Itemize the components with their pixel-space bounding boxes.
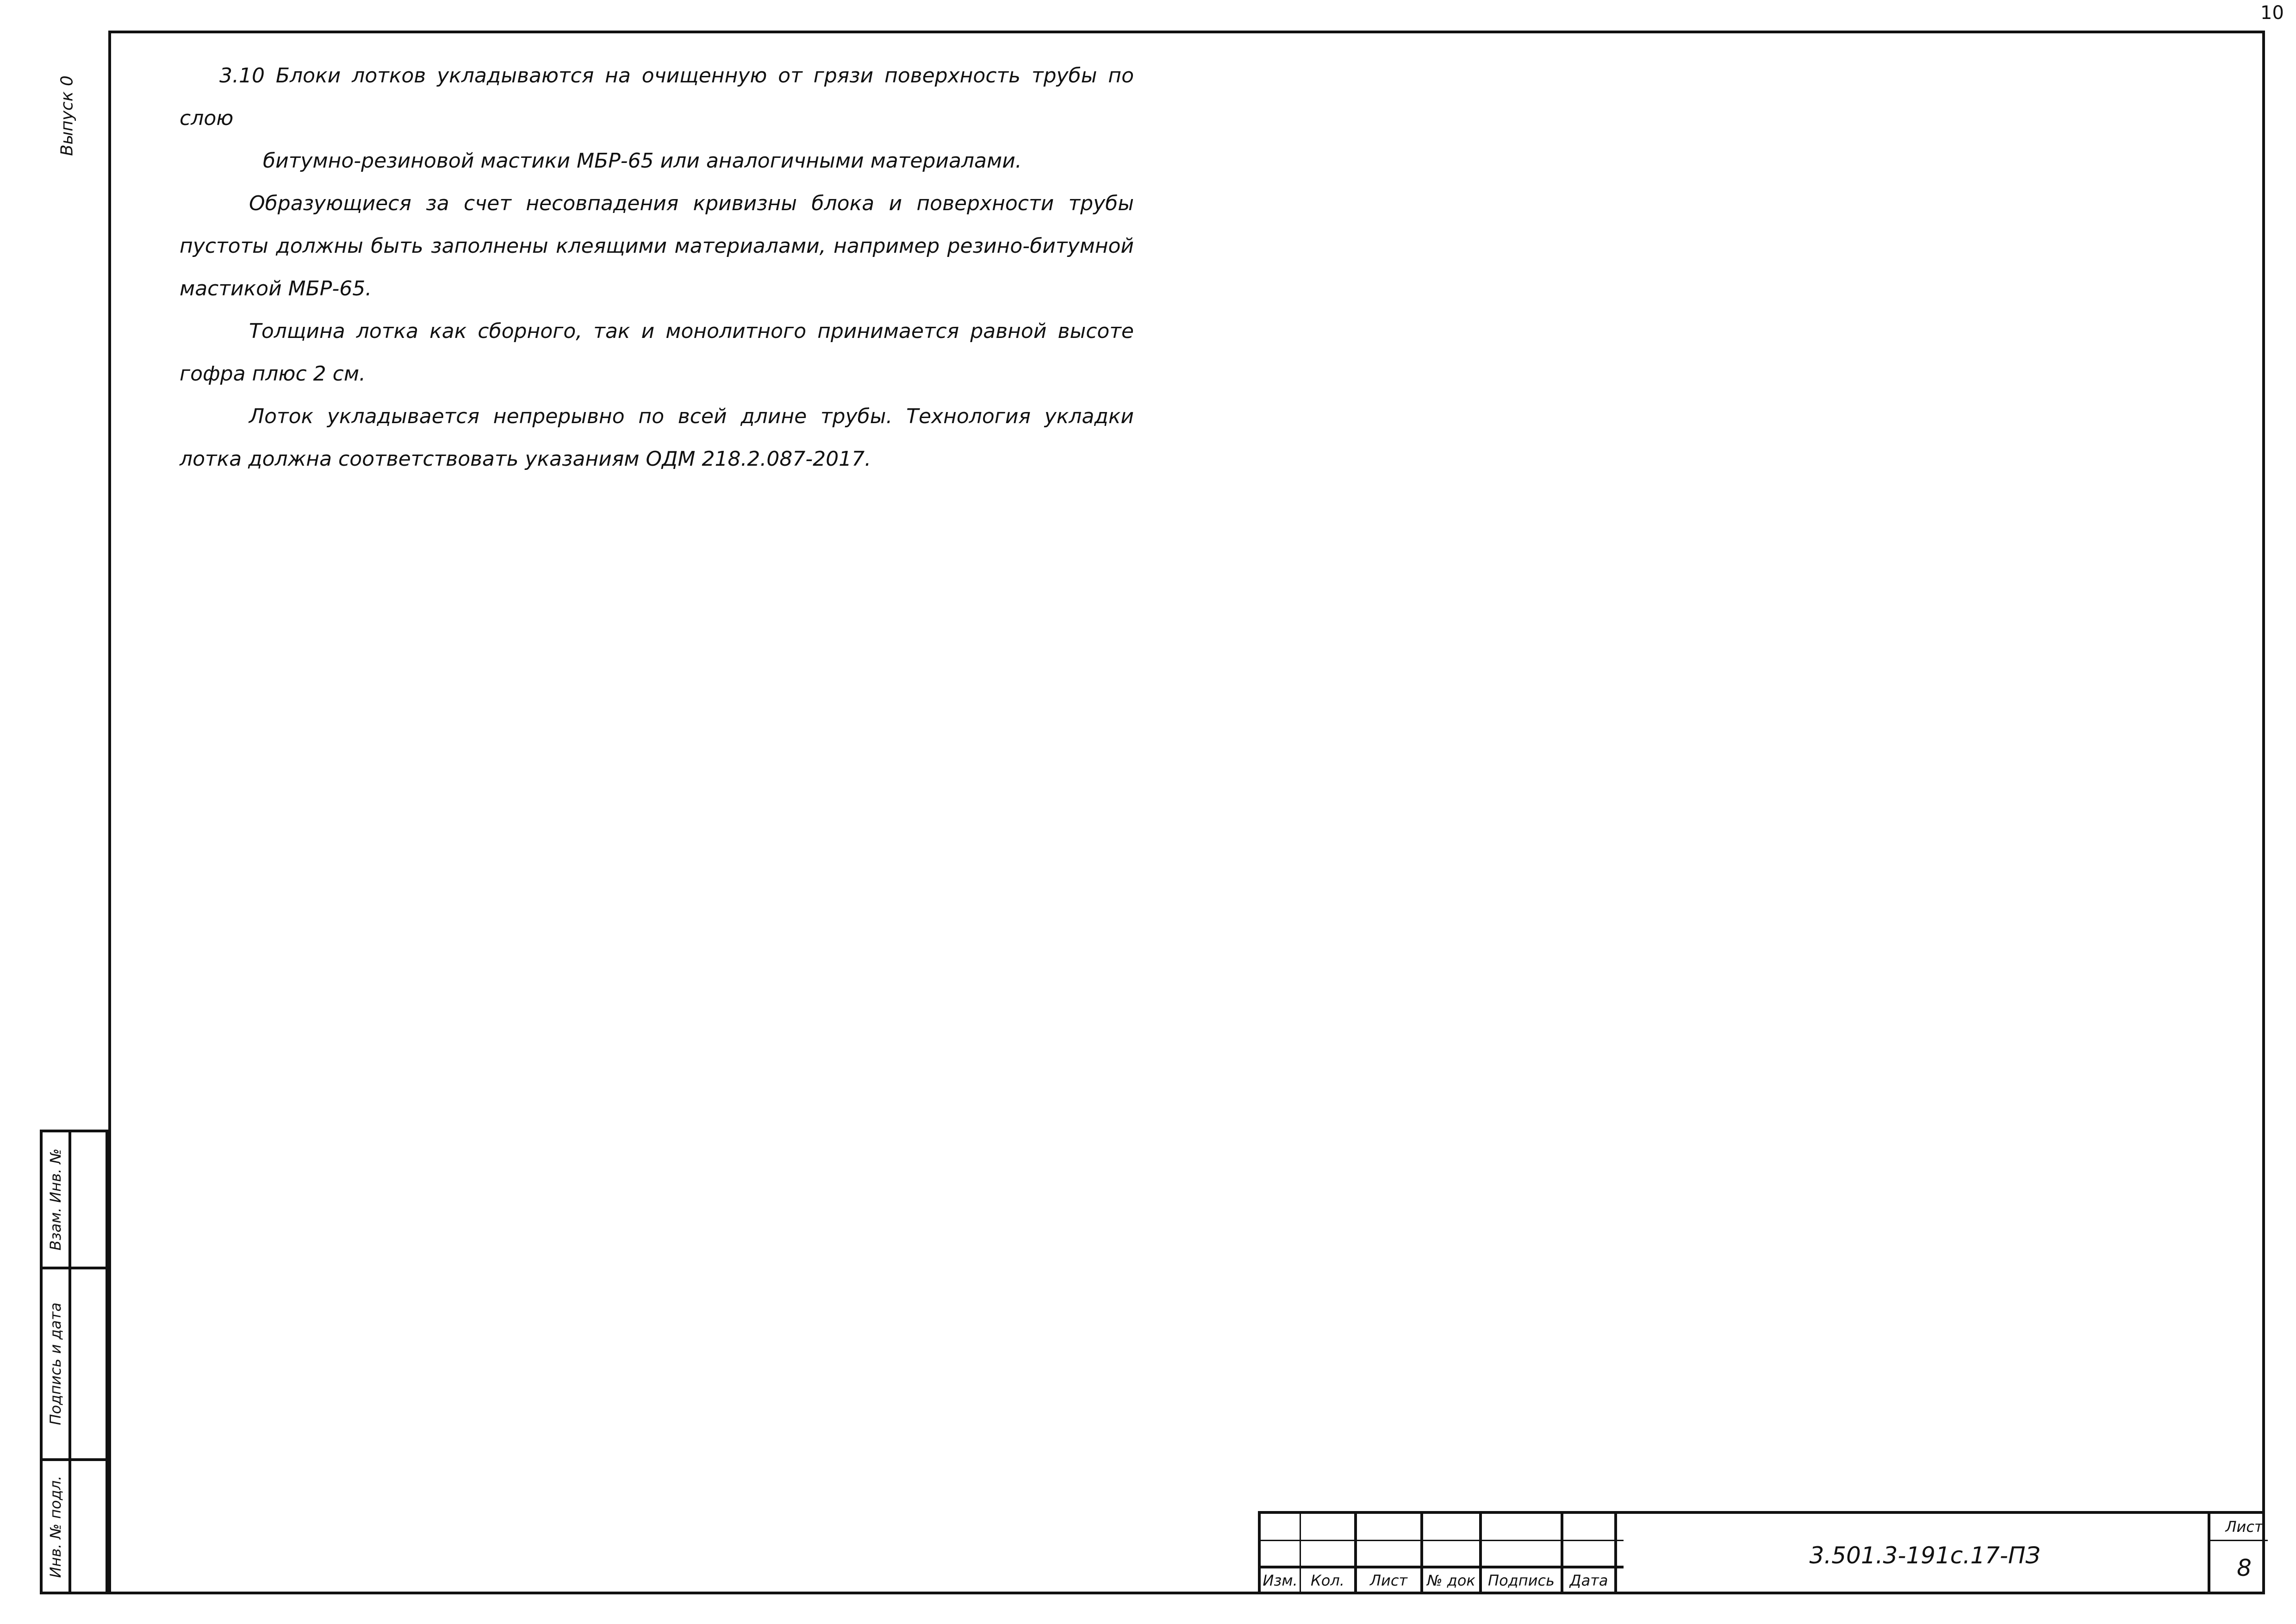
inv-podl-label: Инв. № подл.	[47, 1475, 64, 1578]
paragraph-thickness: Толщина лотка как сборного, так и монолитного принимается равной высоте гофра плюс 2 см.	[180, 319, 1134, 386]
page-corner-number: 10	[2260, 2, 2284, 24]
paragraph-continuous: Лоток укладывается непрерывно по всей длине трубы. Технология укладки лотка должна соответствовать указаниям ОДМ 218.2.087-2017.	[180, 405, 1134, 471]
paragraph-3-10-line1: 3.10 Блоки лотков укладываются на очищенную от грязи поверхность трубы по слою	[180, 64, 1134, 130]
document-body	[180, 55, 1134, 481]
col-kol-label: Кол.	[1311, 1572, 1344, 1589]
paragraph-3-10-line2: битумно-резиновой мастики МБР-65 или аналогичными материалами.	[263, 149, 1022, 173]
col-data-label: Дата	[1569, 1572, 1608, 1589]
side-issue-label-text: Выпуск 0	[57, 75, 77, 156]
left-stamp-row-line	[43, 1267, 106, 1269]
podpis-data-label: Подпись и дата	[47, 1302, 64, 1425]
left-stamp-divider	[68, 1132, 71, 1592]
col-ndok-label: № док	[1427, 1572, 1475, 1589]
col-list-label: Лист	[1369, 1572, 1408, 1589]
vzam-inv-label: Взам. Инв. №	[47, 1148, 64, 1251]
document-designation: 3.501.3-191с.17-ПЗ	[1809, 1542, 2041, 1569]
sheet-label: Лист	[2225, 1518, 2263, 1536]
title-block	[1258, 1511, 2265, 1594]
side-issue-label	[57, 75, 86, 156]
col-podpis-label: Подпись	[1488, 1572, 1555, 1589]
paragraph-voids: Образующиеся за счет несовпадения кривизны блока и поверхности трубы пустоты должны быть заполнены клеящими материалами, например резино-битумной мастикой МБР-65.	[180, 192, 1134, 300]
left-approval-stamp	[40, 1130, 108, 1594]
col-izm-label: Изм.	[1263, 1572, 1298, 1589]
left-stamp-row-line	[43, 1458, 106, 1461]
tb-row-line	[2208, 1540, 2268, 1541]
sheet-number: 8	[2237, 1555, 2252, 1581]
tb-col-line	[1614, 1514, 1617, 1594]
tb-row-line	[1261, 1540, 1624, 1541]
